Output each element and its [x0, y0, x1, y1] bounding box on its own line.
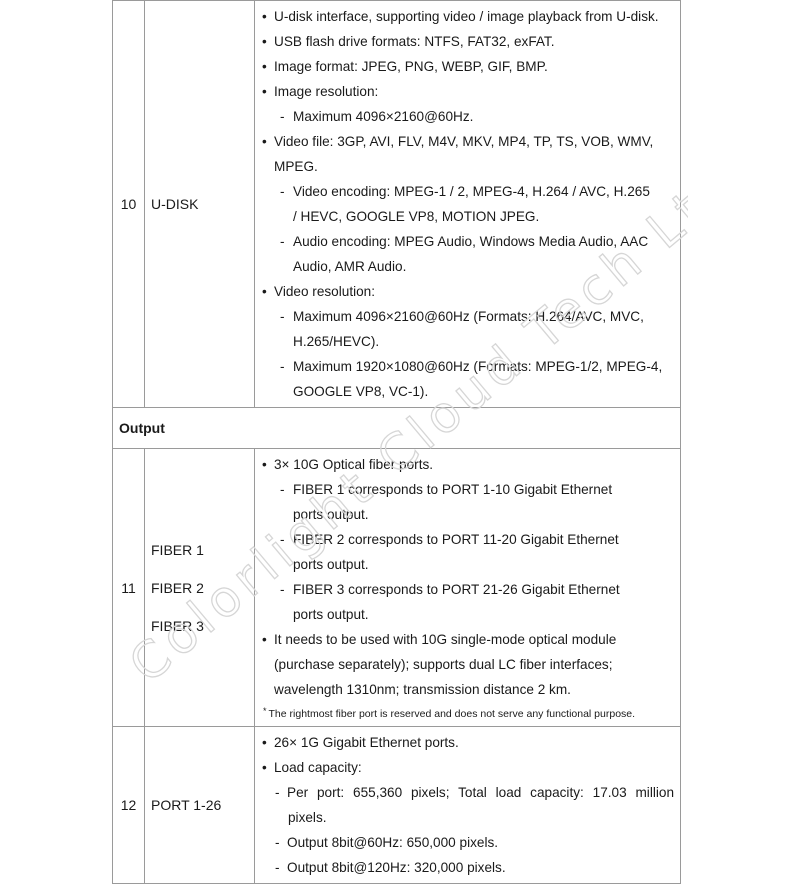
- bullet-item: • Image resolution:: [261, 79, 674, 104]
- port-name: [145, 449, 255, 727]
- spec-table: [112, 0, 681, 884]
- bullet-item: • It needs to be used with 10G single-mode optical module (purchase separately); supports dual LC fiber interfaces; wavelength 1310nm; transmission distance 2 km.: [261, 627, 674, 702]
- description-cell: [255, 1, 681, 408]
- bullet-item: • Load capacity:: [261, 755, 674, 780]
- sub-item: - Video encoding: MPEG-1 / 2, MPEG-4, H.264 / AVC, H.265 / HEVC, GOOGLE VP8, MOTION JPEG.: [261, 179, 674, 229]
- sub-item: - FIBER 2 corresponds to PORT 11-20 Gigabit Ethernet ports output.: [261, 527, 674, 577]
- row-number: 10: [113, 1, 145, 408]
- footnote: [261, 702, 674, 723]
- bullet-item: • Video file: 3GP, AVI, FLV, M4V, MKV, MP4, TP, TS, VOB, WMV, MPEG.: [261, 129, 674, 179]
- table-row-fiber: [113, 449, 681, 727]
- bullet-item: • 3× 10G Optical fiber ports.: [261, 452, 674, 477]
- bullet-item: • U-disk interface, supporting video / image playback from U-disk.: [261, 4, 674, 29]
- port-name: [145, 1, 255, 408]
- port-name: [145, 727, 255, 884]
- row-number: 11: [113, 449, 145, 727]
- watermark-text: Colorlight Cloud Tech Ltd: [128, 185, 688, 695]
- sub-item: - Maximum 4096×2160@60Hz.: [261, 104, 674, 129]
- port-name-label: U-DISK: [151, 196, 199, 212]
- sub-item: - FIBER 1 corresponds to PORT 1-10 Gigabit Ethernet ports output.: [261, 477, 674, 527]
- table-row-section: [113, 408, 681, 449]
- description-cell: [255, 727, 681, 884]
- port-name-label: PORT 1-26: [151, 797, 222, 813]
- footnote-text: The rightmost fiber port is reserved and does not serve any functional purpose.: [268, 708, 636, 720]
- row-number: 12: [113, 727, 145, 884]
- sub-item: - Per port: 655,360 pixels; Total load capacity: 17.03 million pixels.: [261, 780, 674, 830]
- port-name-label: FIBER 2: [151, 579, 204, 596]
- bullet-item: • Image format: JPEG, PNG, WEBP, GIF, BMP.: [261, 54, 674, 79]
- bullet-item: • 26× 1G Gigabit Ethernet ports.: [261, 730, 674, 755]
- table-row-port: [113, 727, 681, 884]
- sub-item: - Maximum 4096×2160@60Hz (Formats: H.264/AVC, MVC, H.265/HEVC).: [261, 304, 674, 354]
- description-cell: [255, 449, 681, 727]
- sub-item: - Audio encoding: MPEG Audio, Windows Media Audio, AAC Audio, AMR Audio.: [261, 229, 674, 279]
- sub-item: - Maximum 1920×1080@60Hz (Formats: MPEG-1/2, MPEG-4, GOOGLE VP8, VC-1).: [261, 354, 674, 404]
- spec-table-container: [112, 0, 680, 884]
- table-row-udisk: [113, 1, 681, 408]
- port-name-label: FIBER 1: [151, 541, 204, 558]
- section-title: Output: [113, 408, 681, 449]
- footnote-mark: *: [263, 706, 267, 716]
- bullet-item: • USB flash drive formats: NTFS, FAT32, exFAT.: [261, 29, 674, 54]
- bullet-item: • Video resolution:: [261, 279, 674, 304]
- sub-item: - Output 8bit@60Hz: 650,000 pixels.: [261, 830, 674, 855]
- port-name-label: FIBER 3: [151, 617, 204, 634]
- sub-item: - Output 8bit@120Hz: 320,000 pixels.: [261, 855, 674, 880]
- sub-item: - FIBER 3 corresponds to PORT 21-26 Gigabit Ethernet ports output.: [261, 577, 674, 627]
